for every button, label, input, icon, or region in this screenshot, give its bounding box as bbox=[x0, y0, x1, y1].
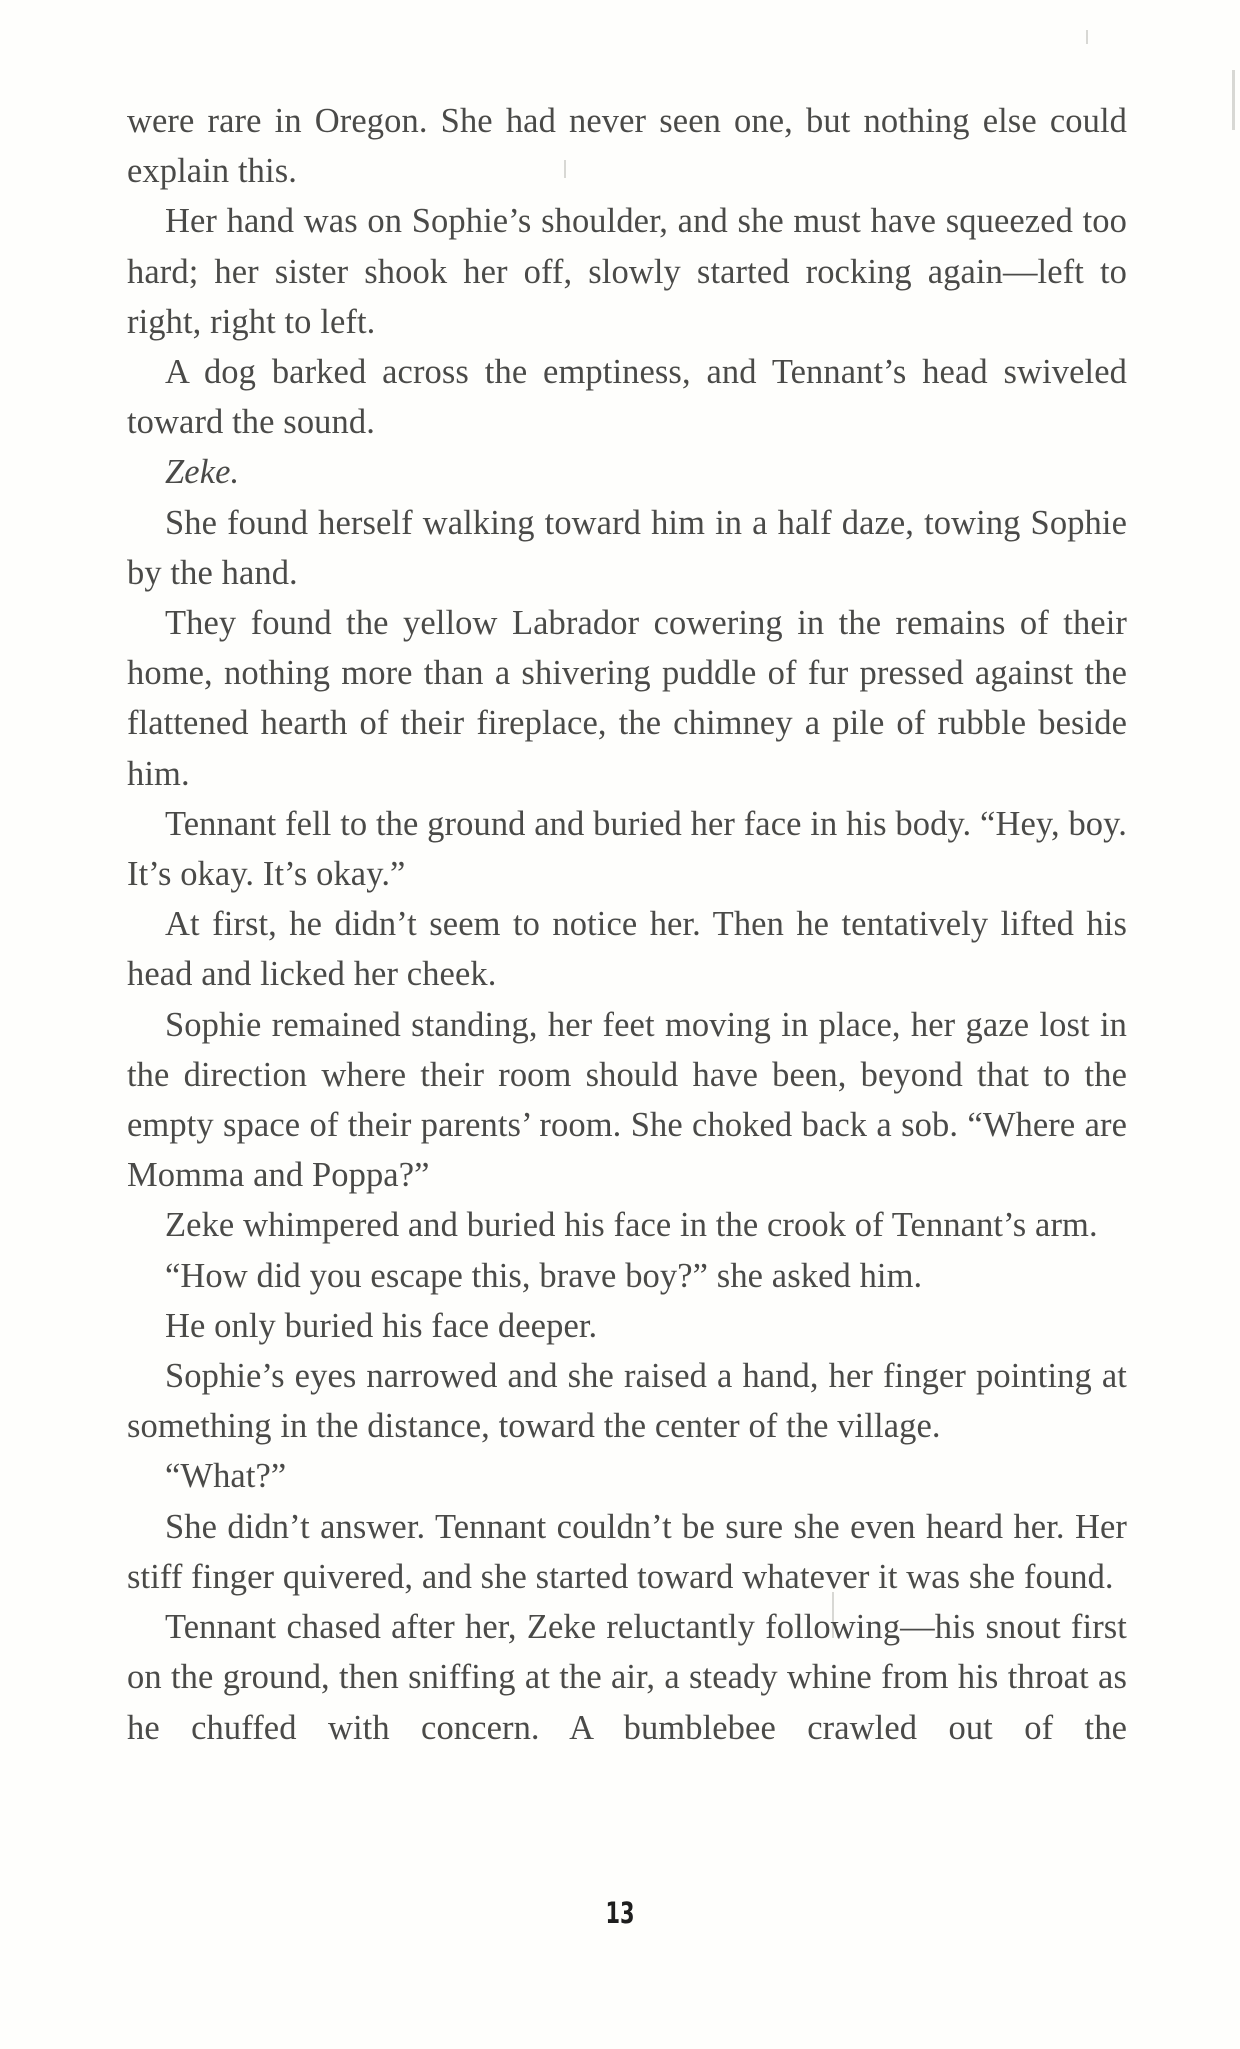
paragraph: She found herself walking toward him in a half daze, towing Sophie by the hand. bbox=[127, 503, 1127, 592]
scan-speck bbox=[1086, 30, 1088, 44]
paragraph-italic: Zeke. bbox=[165, 453, 240, 492]
paragraph: Sophie remained standing, her feet moving in place, her gaze lost in the direction where their room should have been, beyond that to the empty space of their parents’ room. She choked back a sob. “Where are Momma and Poppa?” bbox=[127, 1005, 1127, 1195]
body-text bbox=[127, 96, 1127, 1753]
paragraph: A dog barked across the emptiness, and Tennant’s head swiveled toward the sound. bbox=[127, 353, 1127, 442]
paragraph: Her hand was on Sophie’s shoulder, and she must have squeezed too hard; her sister shook her off, slowly started rocking again—left to right, right to left. bbox=[127, 202, 1127, 341]
paragraph: He only buried his face deeper. bbox=[165, 1306, 598, 1345]
paragraph-continued: Tennant chased after her, Zeke reluctantly following—his snout first on the ground, then sniffing at the air, a steady whine from his throat as he chuffed with concern. A bumblebee crawled out of the bbox=[127, 1608, 1127, 1747]
paragraph: “How did you escape this, brave boy?” she asked him. bbox=[165, 1256, 923, 1295]
scan-speck bbox=[1232, 70, 1235, 130]
paragraph: were rare in Oregon. She had never seen one, but nothing else could explain this. bbox=[127, 102, 1127, 191]
paragraph: They found the yellow Labrador cowering in the remains of their home, nothing more than a shivering puddle of fur pressed against the flattened hearth of their fireplace, the chimney a pile of rubble beside him. bbox=[127, 604, 1127, 793]
paragraph: Sophie’s eyes narrowed and she raised a hand, her finger pointing at something in the distance, toward the center of the village. bbox=[127, 1357, 1127, 1446]
paragraph: She didn’t answer. Tennant couldn’t be sure she even heard her. Her stiff finger quivered, and she started toward whatever it was she found. bbox=[127, 1507, 1127, 1596]
paragraph: Zeke whimpered and buried his face in the crook of Tennant’s arm. bbox=[165, 1206, 1098, 1245]
page-number: 13 bbox=[605, 1896, 635, 1930]
paragraph: “What?” bbox=[165, 1457, 287, 1496]
paragraph: At first, he didn’t seem to notice her. Then he tentatively lifted his head and licked her cheek. bbox=[127, 905, 1127, 994]
paragraph: Tennant fell to the ground and buried her face in his body. “Hey, boy. It’s okay. It’s okay.” bbox=[127, 804, 1127, 894]
